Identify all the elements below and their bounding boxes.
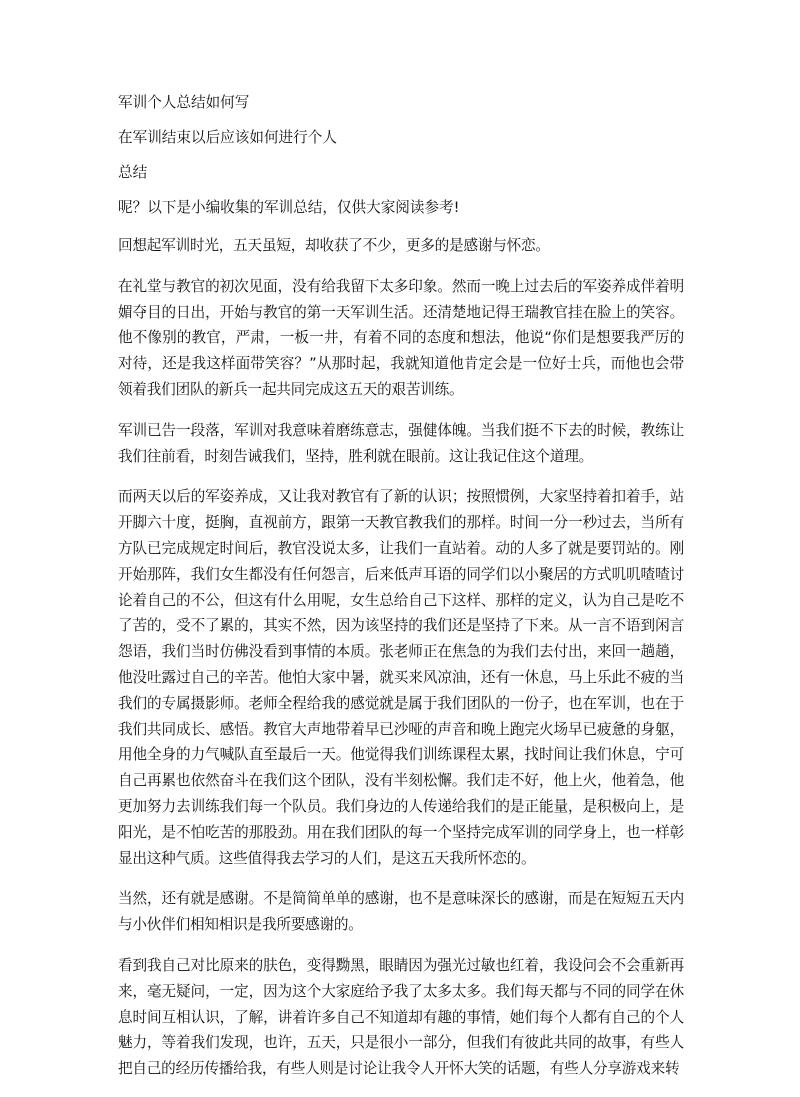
paragraph-2: 在礼堂与教官的初次见面，没有给我留下太多印象。然而一晚上过去后的军姿养成伴着明媚夺目的日出，开始与教官的第一天军训生活。还清楚地记得王瑞教官挂在脸上的笑容。他不像别的教官，严肃，一板一井，有着不同的态度和想法，他说“你们是想要我严厉的对待，还是我这样面带笑容？”从那时起，我就知道他肯定会是一位好士兵，而他也会带领着我们团队的新兵一起共同完成这五天的艰苦训练。	[118, 277, 684, 398]
document-title: 军训个人总结如何写	[118, 94, 250, 111]
paragraph-4: 而两天以后的军姿养成，又让我对教官有了新的认识；按照惯例，大家坚持着扣着手，站开脚六十度，挺胸，直视前方，跟第一天教官教我们的那样。时间一分一秒过去，当所有方队已完成规定时间后，教官没说太多，让我们一直站着。动的人多了就是要罚站的。刚开始那阵，我们女生都没有任何怨言，后来低声耳语的同学们以小聚居的方式叽叽喳喳讨论着自己的不公，但这有什么用呢，女生总给自己下这样、那样的定义，认为自己是吃不了苦的，受不了累的，其实不然，因为该坚持的我们还是坚持了下来。从一言不语到闲言怨语，我们当时仿佛没看到事情的本质。张老师正在焦急的为我们去付出，来回一趟趟，他没吐露过自己的辛苦。他怕大家中暑，就买来风凉油，还有一休息，马上乐此不疲的当我们的专属摄影师。老师全程给我的感觉就是属于我们团队的一份子，也在军训，也在于我们共同成长、感悟。教官大声地带着早已沙哑的声音和晚上跑完火场早已疲惫的身躯，用他全身的力气喊队直至最后一天。他觉得我们训练课程太累，找时间让我们休息，宁可自己再累也依然奋斗在我们这个团队，没有半刻松懈。我们走不好，他上火，他着急，他更加努力去训练我们每一个队员。我们身边的人传递给我们的是正能量，是积极向上，是阳光，是不怕吃苦的那股劲。用在我们团队的每一个坚持完成军训的同学身上，也一样彰显出这种气质。这些值得我去学习的人们，是这五天我所怀恋的。	[118, 488, 684, 867]
paragraph-3: 军训已告一段落，军训对我意味着磨练意志，强健体魄。当我们挺不下去的时候，教练让我们往前看，时刻告诫我们，坚持，胜利就在眼前。这让我记住这个道理。	[118, 421, 684, 465]
document-intro: 呢？以下是小编收集的军训总结，仅供大家阅读参考!	[118, 199, 460, 216]
paragraph-1: 回想起军训时光，五天虽短，却收获了不少，更多的是感谢与怀恋。	[118, 237, 550, 254]
paragraph-5: 当然，还有就是感谢。不是简简单单的感谢，也不是意味深长的感谢，而是在短短五天内与小伙伴们相知相识是我所要感谢的。	[118, 890, 684, 934]
document-subtitle-line2: 总结	[118, 164, 148, 181]
document-page	[118, 93, 684, 1097]
document-subtitle-line1: 在军训结束以后应该如何进行个人	[118, 129, 337, 146]
paragraph-6: 看到我自己对比原来的肤色，变得黝黑，眼睛因为强光过敏也红着，我设问会不会重新再来，毫无疑问，一定，因为这个大家庭给予我了太多太多。我们每天都与不同的同学在休息时间互相认识，了解，讲着许多自己不知道却有趣的事情，她们每个人都有自己的个人魅力，等着我们发现，也许，五天，只是很小一部分，但我们有彼此共同的故事，有些人把自己的经历传播给我，有些人则是讨论让我令人开怀大笑的话题，有些人分享游戏来转	[118, 956, 684, 1078]
